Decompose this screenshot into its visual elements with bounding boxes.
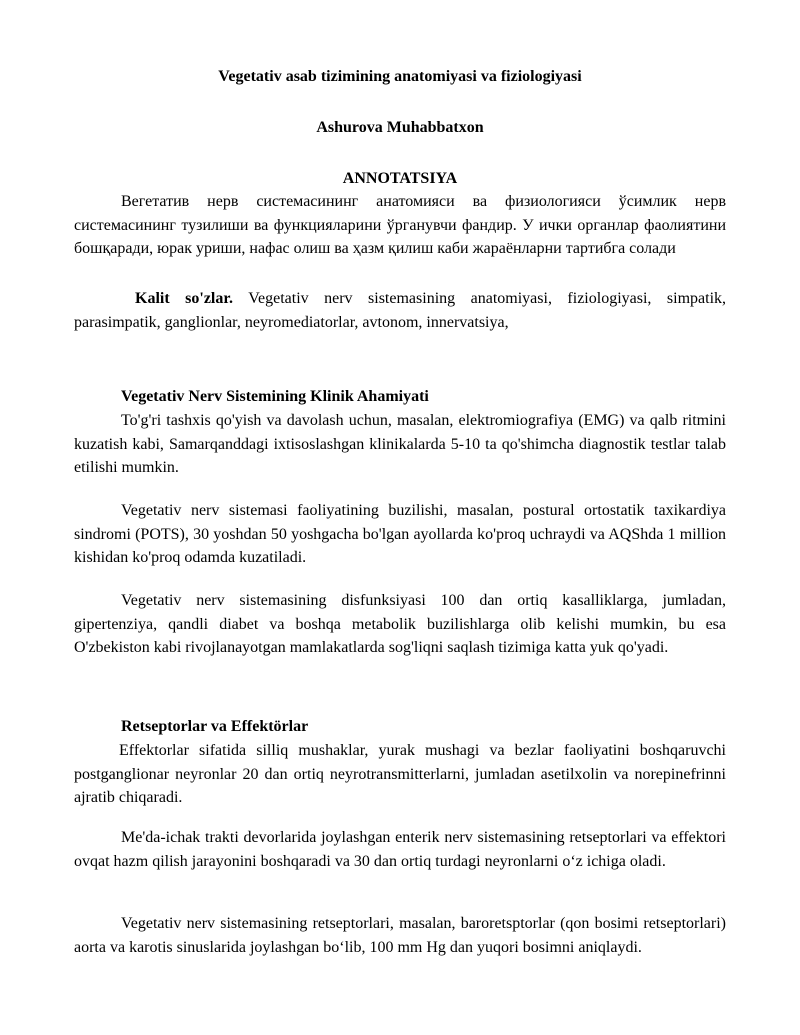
paragraph: Me'da-ichak trakti devorlarida joylashgan enterik nerv sistemasining retseptorlari va effektori ovqat hazm qilish jarayonini boshqaradi va 30 dan ortiq turdagi neyronlarni o‘z ichiga oladi. (74, 829, 726, 870)
paragraph: Vegetativ nerv sistemasi faoliyatining buzilishi, masalan, postural ortostatik taxikardiya sindromi (POTS), 30 yoshdan 50 yoshgacha bo'lgan ayollarda ko'proq uchraydi va AQShda 1 million kishidan ko'proq odamda kuzatiladi. (74, 502, 726, 567)
annotation-paragraph: Вегетатив нерв системасининг анатомияси ва физиологияси ўсимлик нерв системасининг тузилиши ва функцияларини ўрганувчи фандир. У ички органлар фаолиятини бошқаради, юрак уриши, нафас олиш ва ҳазм қилиш каби жараёнларни тартибга солади (74, 193, 726, 258)
paragraph: Effektorlar sifatida silliq mushaklar, yurak mushagi va bezlar faoliyatini boshqaruvchi postganglionar neyronlar 20 dan ortiq neyrotransmitterlarni, jumladan asetilxolin va norepinefrinni ajratib chiqaradi. (74, 742, 726, 807)
section-heading-receptors: Retseptorlar va Effektörlar (121, 718, 309, 735)
annotation-heading: ANNOTATSIYA (342, 170, 458, 187)
paragraph: To'g'ri tashxis qo'yish va davolash uchun, masalan, elektromiografiya (EMG) va qalb ritmini kuzatish kabi, Samarqanddagi ixtisoslashgan klinikalarda 5-10 ta qo'shimcha diagnostik testlar talab etilishi mumkin. (74, 412, 726, 477)
keywords-paragraph (74, 287, 726, 334)
document-title: Vegetativ asab tizimining anatomiyasi va fiziologiyasi (218, 68, 582, 85)
keywords-label: Kalit so'zlar. (135, 290, 234, 307)
author-name: Ashurova Muhabbatxon (316, 119, 484, 136)
paragraph: Vegetativ nerv sistemasining retseptorlari, masalan, baroretsptorlar (qon bosimi retseptorlari) aorta va karotis sinuslarida joylashgan bo‘lib, 100 mm Hg dan yuqori bosimni aniqlaydi. (74, 915, 726, 956)
keywords-text: Vegetativ nerv sistemasining anatomiyasi, fiziologiyasi, simpatik, parasimpatik, ganglionlar, neyromediatorlar, avtonom, innervatsiya, (74, 290, 727, 331)
section-heading-clinical: Vegetativ Nerv Sistemining Klinik Ahamiyati (121, 388, 429, 405)
paragraph: Vegetativ nerv sistemasining disfunksiyasi 100 dan ortiq kasalliklarga, jumladan, gipertenziya, qandli diabet va boshqa metabolik buzilishlarga olib kelishi mumkin, bu esa O'zbekiston kabi rivojlanayotgan mamlakatlarda sog'liqni saqlash tizimiga katta yuk qo'yadi. (74, 592, 726, 657)
